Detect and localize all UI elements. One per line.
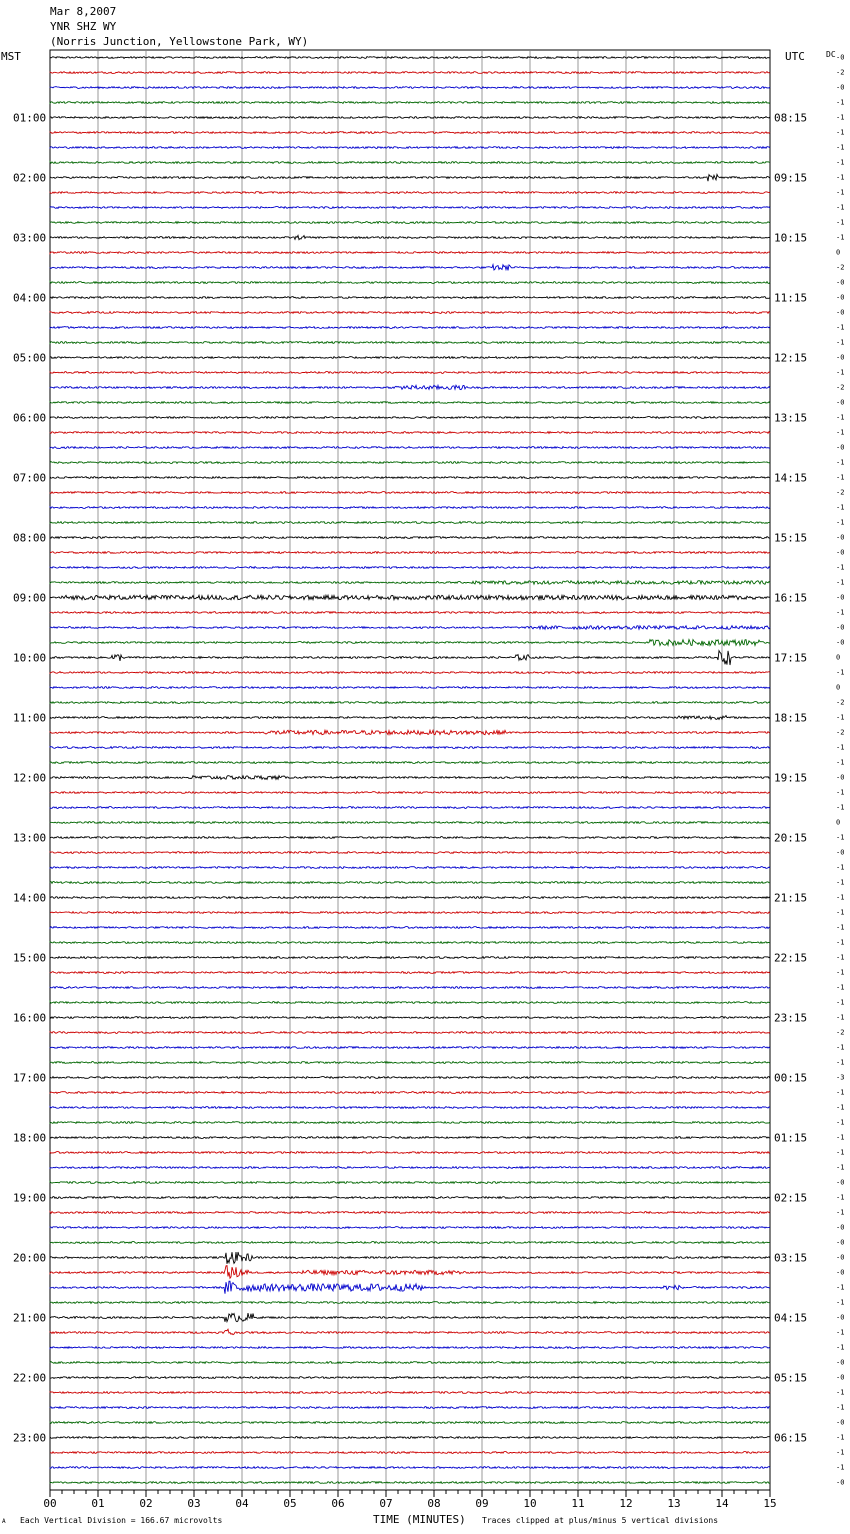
dc-offset-label: -2 (836, 488, 845, 497)
trace-row-55 (50, 882, 770, 884)
dc-offset-label: -1 (836, 1328, 845, 1337)
trace-row-69 (50, 1092, 770, 1094)
x-tick-label: 02 (139, 1497, 153, 1510)
mst-hour-label: 21:00 (13, 1311, 47, 1325)
dc-offset-label: -1 (836, 428, 845, 437)
dc-offset-label: -0 (836, 1358, 845, 1367)
dc-offset-label: -0 (836, 1373, 845, 1382)
dc-offset-label: -1 (836, 578, 845, 587)
mst-hour-label: 17:00 (13, 1071, 47, 1085)
utc-hour-label: 11:15 (774, 291, 808, 305)
trace-row-73 (50, 1152, 770, 1154)
mst-hour-label: 01:00 (13, 111, 47, 125)
dc-offset-label: -0 (836, 593, 845, 602)
trace-row-65 (50, 1032, 770, 1034)
trace-row-88 (50, 1377, 770, 1379)
utc-hour-label: 09:15 (774, 171, 808, 185)
trace-row-25 (50, 432, 770, 434)
dc-offset-label: -0 (836, 308, 845, 317)
dc-offset-label: -1 (836, 1088, 845, 1097)
trace-row-9 (50, 192, 770, 194)
header-station: YNR SHZ WY (50, 20, 117, 33)
trace-row-2 (50, 87, 770, 89)
mst-hour-label: 06:00 (13, 411, 47, 425)
trace-row-46 (50, 747, 770, 749)
dc-offset-label: -1 (836, 893, 845, 902)
corner-mark: A (2, 1518, 6, 1525)
header-location: (Norris Junction, Yellowstone Park, WY) (50, 35, 309, 48)
dc-offset-label: -1 (836, 128, 845, 137)
utc-hour-label: 19:15 (774, 771, 808, 785)
trace-row-74 (50, 1167, 770, 1169)
trace-row-79 (50, 1242, 770, 1244)
trace-row-75 (50, 1182, 770, 1184)
dc-offset-label: -1 (836, 953, 845, 962)
dc-offset-label: -1 (836, 1133, 845, 1142)
dc-offset-label: -1 (836, 803, 845, 812)
trace-row-57 (50, 912, 770, 914)
dc-offset-label: -1 (836, 158, 845, 167)
dc-offset-label: -1 (836, 1118, 845, 1127)
dc-offset-label: -0 (836, 848, 845, 857)
dc-offset-label: -0 (836, 353, 845, 362)
mst-hour-label: 02:00 (13, 171, 47, 185)
trace-row-58 (50, 927, 770, 929)
utc-hour-label: 18:15 (774, 711, 808, 725)
dc-offset-label: -1 (836, 188, 845, 197)
dc-offset-label: -0 (836, 1223, 845, 1232)
mst-hour-label: 09:00 (13, 591, 47, 605)
trace-row-38 (50, 626, 770, 630)
dc-offset-label: -1 (836, 323, 845, 332)
trace-row-90 (50, 1407, 770, 1409)
dc-offset-label: -0 (836, 53, 845, 62)
mst-hour-label: 12:00 (13, 771, 47, 785)
dc-offset-label: -3 (836, 1073, 845, 1082)
x-tick-label: 05 (283, 1497, 297, 1510)
dc-offset-label: -1 (836, 938, 845, 947)
trace-row-52 (50, 837, 770, 839)
trace-row-17 (50, 312, 770, 314)
dc-offset-label: -1 (836, 338, 845, 347)
dc-offset-label: -2 (836, 263, 845, 272)
mst-hour-label: 11:00 (13, 711, 47, 725)
trace-row-7 (50, 162, 770, 164)
dc-offset-label: -0 (836, 83, 845, 92)
dc-offset-label: 0 (836, 248, 841, 257)
utc-hour-label: 00:15 (774, 1071, 808, 1085)
x-tick-label: 15 (763, 1497, 777, 1510)
dc-offset-label: -1 (836, 473, 845, 482)
mst-hour-label: 20:00 (13, 1251, 47, 1265)
trace-row-4 (50, 117, 770, 119)
dc-offset-label: -1 (836, 1298, 845, 1307)
trace-row-37 (50, 612, 770, 614)
x-tick-label: 09 (475, 1497, 489, 1510)
mst-hour-label: 15:00 (13, 951, 47, 965)
trace-row-21 (50, 372, 770, 374)
dc-offset-label: -1 (836, 758, 845, 767)
x-tick-label: 03 (187, 1497, 201, 1510)
trace-row-48 (50, 776, 770, 780)
dc-offset-label: -2 (836, 728, 845, 737)
x-tick-label: 14 (715, 1497, 729, 1510)
trace-row-12 (50, 235, 770, 239)
dc-offset-label: -1 (836, 863, 845, 872)
utc-hour-label: 13:15 (774, 411, 808, 425)
trace-row-47 (50, 762, 770, 764)
dc-offset-label: -1 (836, 983, 845, 992)
trace-row-63 (50, 1002, 770, 1004)
trace-row-35 (50, 581, 770, 585)
trace-row-66 (50, 1047, 770, 1049)
trace-row-14 (50, 265, 770, 271)
trace-row-71 (50, 1122, 770, 1124)
trace-row-72 (50, 1137, 770, 1139)
trace-row-0 (50, 57, 770, 59)
trace-row-24 (50, 417, 770, 419)
utc-hour-label: 21:15 (774, 891, 808, 905)
trace-row-78 (50, 1227, 770, 1229)
dc-offset-label: -0 (836, 398, 845, 407)
trace-row-23 (50, 402, 770, 404)
trace-row-54 (50, 867, 770, 869)
dc-offset-label: -1 (836, 1283, 845, 1292)
trace-row-80 (50, 1252, 770, 1264)
trace-row-89 (50, 1392, 770, 1394)
dc-offset-label: -1 (836, 413, 845, 422)
utc-hour-label: 17:15 (774, 651, 808, 665)
trace-row-22 (50, 385, 770, 389)
utc-hour-label: 22:15 (774, 951, 808, 965)
trace-row-10 (50, 207, 770, 209)
trace-row-77 (50, 1212, 770, 1214)
dc-offset-label: 0 (836, 683, 841, 692)
utc-hour-label: 10:15 (774, 231, 808, 245)
x-tick-label: 08 (427, 1497, 441, 1510)
dc-offset-label: -1 (836, 788, 845, 797)
trace-row-6 (50, 147, 770, 149)
x-tick-label: 11 (571, 1497, 585, 1510)
dc-offset-label: -1 (836, 998, 845, 1007)
dc-offset-label: -1 (836, 113, 845, 122)
dc-offset-label: -1 (836, 518, 845, 527)
utc-hour-label: 14:15 (774, 471, 808, 485)
trace-row-20 (50, 357, 770, 359)
trace-row-84 (50, 1313, 770, 1322)
mst-hour-label: 13:00 (13, 831, 47, 845)
dc-offset-label: -2 (836, 1028, 845, 1037)
trace-row-53 (50, 852, 770, 854)
dc-offset-label: -1 (836, 1193, 845, 1202)
trace-row-43 (50, 702, 770, 704)
trace-row-11 (50, 222, 770, 224)
trace-row-27 (50, 462, 770, 464)
mst-hour-label: 18:00 (13, 1131, 47, 1145)
x-tick-label: 13 (667, 1497, 681, 1510)
trace-row-19 (50, 342, 770, 344)
dc-offset-label: 0 (836, 818, 841, 827)
dc-offset-label: -1 (836, 218, 845, 227)
dc-offset-label: -1 (836, 1208, 845, 1217)
dc-offset-label: -1 (836, 878, 845, 887)
dc-offset-label: -0 (836, 1478, 845, 1487)
dc-offset-label: -0 (836, 548, 845, 557)
trace-row-91 (50, 1422, 770, 1424)
scale-note: Each Vertical Division = 166.67 microvolts (20, 1516, 223, 1525)
trace-row-16 (50, 297, 770, 299)
trace-row-56 (50, 897, 770, 899)
dc-offset-label: -1 (836, 908, 845, 917)
trace-row-44 (50, 716, 770, 720)
clip-note: Traces clipped at plus/minus 5 vertical divisions (482, 1516, 719, 1525)
dc-offset-label: -1 (836, 143, 845, 152)
dc-offset-label: -1 (836, 743, 845, 752)
dc-offset-label: -1 (836, 503, 845, 512)
trace-row-40 (50, 651, 770, 665)
dc-offset-label: -1 (836, 1343, 845, 1352)
mst-hour-label: 04:00 (13, 291, 47, 305)
dc-offset-label: -1 (836, 458, 845, 467)
mst-hour-label: 08:00 (13, 531, 47, 545)
dc-offset-label: -1 (836, 668, 845, 677)
utc-hour-label: 20:15 (774, 831, 808, 845)
utc-hour-label: 06:15 (774, 1431, 808, 1445)
dc-offset-label: -0 (836, 278, 845, 287)
dc-offset-label: -1 (836, 1148, 845, 1157)
dc-offset-label: -0 (836, 773, 845, 782)
trace-row-59 (50, 942, 770, 944)
dc-offset-label: -0 (836, 623, 845, 632)
dc-offset-label: -1 (836, 233, 845, 242)
dc-offset-label: -1 (836, 833, 845, 842)
dc-offset-label: -0 (836, 443, 845, 452)
left-timezone-label: MST (1, 50, 21, 63)
trace-row-85 (50, 1329, 770, 1335)
dc-offset-label: -1 (836, 203, 845, 212)
utc-hour-label: 01:15 (774, 1131, 808, 1145)
trace-row-28 (50, 477, 770, 479)
trace-row-68 (50, 1077, 770, 1079)
utc-hour-label: 08:15 (774, 111, 808, 125)
trace-row-39 (50, 640, 770, 646)
trace-row-93 (50, 1452, 770, 1454)
trace-row-51 (50, 822, 770, 824)
dc-offset-label: -0 (836, 293, 845, 302)
utc-hour-label: 12:15 (774, 351, 808, 365)
dc-offset-label: -1 (836, 1388, 845, 1397)
dc-offset-label: -2 (836, 383, 845, 392)
mst-hour-label: 16:00 (13, 1011, 47, 1025)
trace-row-86 (50, 1347, 770, 1349)
dc-offset-label: -0 (836, 1418, 845, 1427)
utc-hour-label: 15:15 (774, 531, 808, 545)
trace-row-8 (50, 175, 770, 182)
mst-hour-label: 19:00 (13, 1191, 47, 1205)
trace-row-45 (50, 730, 770, 734)
dc-offset-label: -2 (836, 698, 845, 707)
dc-offset-label: -1 (836, 713, 845, 722)
dc-offset-label: -1 (836, 1433, 845, 1442)
utc-hour-label: 23:15 (774, 1011, 808, 1025)
mst-hour-label: 03:00 (13, 231, 47, 245)
trace-row-76 (50, 1197, 770, 1199)
trace-row-42 (50, 687, 770, 689)
trace-row-15 (50, 282, 770, 284)
x-tick-label: 07 (379, 1497, 393, 1510)
dc-offset-label: -1 (836, 1163, 845, 1172)
trace-row-34 (50, 567, 770, 569)
dc-offset-label: -1 (836, 173, 845, 182)
dc-offset-label: -2 (836, 68, 845, 77)
trace-row-32 (50, 537, 770, 539)
dc-offset-label: -0 (836, 638, 845, 647)
trace-row-61 (50, 972, 770, 974)
mst-hour-label: 05:00 (13, 351, 47, 365)
dc-offset-label: -1 (836, 1403, 845, 1412)
dc-offset-label: -0 (836, 1178, 845, 1187)
header-date: Mar 8,2007 (50, 5, 117, 18)
trace-row-81 (50, 1266, 770, 1279)
dc-offset-label: -1 (836, 923, 845, 932)
trace-row-26 (50, 447, 770, 449)
utc-hour-label: 04:15 (774, 1311, 808, 1325)
x-tick-label: 10 (523, 1497, 537, 1510)
x-tick-label: 01 (91, 1497, 105, 1510)
dc-offset-label: -1 (836, 98, 845, 107)
dc-offset-label: -1 (836, 1448, 845, 1457)
trace-row-31 (50, 522, 770, 524)
trace-row-1 (50, 72, 770, 74)
trace-row-49 (50, 792, 770, 794)
x-axis-title: TIME (MINUTES) (373, 1513, 466, 1526)
utc-hour-label: 02:15 (774, 1191, 808, 1205)
plot-frame (50, 50, 770, 1490)
dc-offset-label: -0 (836, 1238, 845, 1247)
trace-row-18 (50, 327, 770, 329)
dc-offset-label: -0 (836, 533, 845, 542)
trace-row-94 (50, 1467, 770, 1469)
utc-hour-label: 16:15 (774, 591, 808, 605)
dc-offset-label: -1 (836, 968, 845, 977)
trace-row-82 (50, 1281, 770, 1294)
x-tick-label: 12 (619, 1497, 633, 1510)
trace-row-60 (50, 957, 770, 959)
trace-row-62 (50, 987, 770, 989)
dc-offset-label: -0 (836, 1313, 845, 1322)
utc-hour-label: 05:15 (774, 1371, 808, 1385)
trace-row-13 (50, 252, 770, 254)
mst-hour-label: 07:00 (13, 471, 47, 485)
trace-row-64 (50, 1017, 770, 1019)
dc-offset-label: -0 (836, 1268, 845, 1277)
trace-row-50 (50, 807, 770, 809)
x-tick-label: 06 (331, 1497, 345, 1510)
dc-label: DC (826, 50, 836, 59)
dc-offset-label: -1 (836, 1463, 845, 1472)
mst-hour-label: 23:00 (13, 1431, 47, 1445)
right-timezone-label: UTC (785, 50, 805, 63)
dc-offset-label: -1 (836, 1103, 845, 1112)
trace-row-95 (50, 1482, 770, 1484)
dc-offset-label: -1 (836, 1058, 845, 1067)
mst-hour-label: 10:00 (13, 651, 47, 665)
dc-offset-label: -1 (836, 608, 845, 617)
trace-row-29 (50, 492, 770, 494)
trace-row-33 (50, 552, 770, 554)
dc-offset-label: -1 (836, 1013, 845, 1022)
dc-offset-label: -1 (836, 368, 845, 377)
mst-hour-label: 14:00 (13, 891, 47, 905)
trace-row-83 (50, 1302, 770, 1304)
trace-row-67 (50, 1062, 770, 1064)
trace-row-36 (50, 595, 770, 599)
trace-row-3 (50, 102, 770, 104)
trace-row-30 (50, 507, 770, 509)
trace-row-87 (50, 1362, 770, 1364)
dc-offset-label: -0 (836, 1253, 845, 1262)
x-tick-label: 04 (235, 1497, 249, 1510)
dc-offset-label: 0 (836, 653, 841, 662)
trace-row-5 (50, 132, 770, 134)
trace-row-41 (50, 672, 770, 674)
utc-hour-label: 03:15 (774, 1251, 808, 1265)
trace-row-92 (50, 1437, 770, 1439)
trace-row-70 (50, 1107, 770, 1109)
dc-offset-label: -1 (836, 1043, 845, 1052)
x-tick-label: 00 (43, 1497, 57, 1510)
dc-offset-label: -1 (836, 563, 845, 572)
mst-hour-label: 22:00 (13, 1371, 47, 1385)
